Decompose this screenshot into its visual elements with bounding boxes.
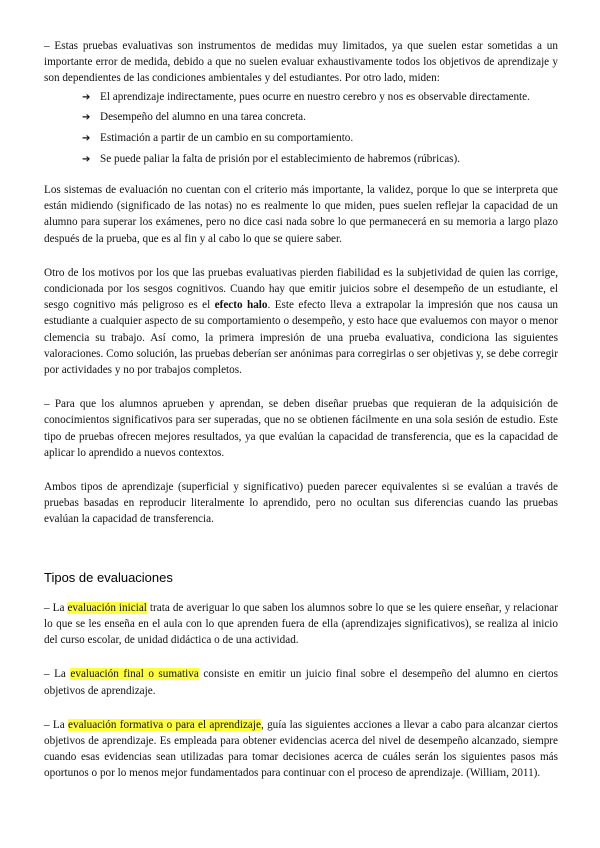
evaluation-type-prefix: – La (44, 718, 69, 731)
validity-paragraph: Los sistemas de evaluación no cuentan con el criterio más importante, la validez, porque lo que se interpreta que están midiendo (significado de las notas) no es realmente lo que miden, pues suelen reflejar la capacidad de un alumno para superar los exámenes, pero no dice casi nada sobre lo que permanecerá en su memoria a largo plazo después de la prueba, que es al fin y al cabo lo que se quiere saber. (44, 183, 558, 245)
evaluation-type-item (44, 600, 558, 649)
section-title: Tipos de evaluaciones (44, 569, 173, 585)
evaluation-type-term: evaluación inicial (67, 601, 147, 614)
list-item (82, 130, 558, 147)
right-arrow-icon: ➔ (82, 112, 91, 124)
list-item-text: Se puede paliar la falta de prisión por el establecimiento de habremos (rúbricas). (100, 152, 461, 165)
learning-types-paragraph: Ambos tipos de aprendizaje (superficial y significativo) pueden parecer equivalentes si se evalúan a través de pruebas basadas en reproducir literalmente lo aprendido, pero no ocultan sus diferencias cuando las pruebas evalúan la capacidad de transferencia. (44, 480, 558, 526)
list-item (82, 151, 558, 168)
evaluation-type-item (44, 666, 558, 698)
halo-paragraph (44, 265, 558, 378)
halo-effect-term: efecto halo (214, 299, 268, 312)
evaluation-type-term: evaluación formativa o para el aprendizaje (68, 718, 261, 731)
list-item (82, 109, 558, 126)
list-item (82, 89, 558, 106)
right-arrow-icon: ➔ (82, 91, 91, 103)
list-item-text: Estimación a partir de un cambio en su comportamiento. (100, 132, 354, 145)
evaluation-type-item (44, 717, 558, 782)
halo-text-before: Otro de los motivos por los que las pruebas evaluativas pierden fiabilidad es la subjetividad de quien las corrige, condicionada por los sesgos cognitivos. Cuando hay que emitir juicios sobre el desempeño de un estudiante, el sesgo cognitivo más peligroso es el (44, 266, 558, 312)
right-arrow-icon: ➔ (82, 133, 91, 145)
right-arrow-icon: ➔ (82, 153, 91, 165)
document-page (44, 38, 558, 782)
list-item-text: Desempeño del alumno en una tarea concreta. (100, 111, 306, 124)
measures-list (44, 89, 558, 168)
halo-text-after: . Este efecto lleva a extrapolar la impresión que nos causa un estudiante a cualquier aspecto de su comportamiento o desempeño, y esto hace que evaluemos con mayor o menor clemencia su trabajo. Así como, la primera impresión de una prueba evaluativa, condiciona las siguientes valoraciones. Como solución, las pruebas deberían ser anónimas para corregirlas o ser objetivas y, se debe corregir por actividades y no por trabajos completos. (44, 299, 559, 376)
list-item-text: El aprendizaje indirectamente, pues ocurre en nuestro cerebro y nos es observable directamente. (100, 90, 530, 103)
evaluation-type-prefix: – La (44, 668, 71, 681)
evaluation-type-description: , guía las siguientes acciones a llevar a cabo para alcanzar ciertos objetivos de aprendizaje. Es empleada para obtener evidencias acerca del nivel de desempeño alcanzado, siempre cuando esas evidencias sean utilizadas para tomar decisiones acerca de cuáles serán los siguientes pasos más oportunos o por lo menos mejor fundamentados para continuar con el proceso de aprendizaje. (William, 2011). (44, 718, 558, 780)
significant-learning-paragraph: – Para que los alumnos aprueben y aprendan, se deben diseñar pruebas que requieran de la adquisición de conocimientos significativos para ser superadas, que no se obtienen fácilmente en una sola sesión de estudio. Este tipo de pruebas ofrecen mejores resultados, ya que evalúan la capacidad de transferencia, que es la capacidad de aplicar lo aprendido a nuevos contextos. (44, 398, 558, 459)
evaluation-type-prefix: – La (44, 601, 68, 614)
evaluation-type-term: evaluación final o sumativa (70, 668, 199, 681)
evaluation-type-description: trata de averiguar lo que saben los alumnos sobre lo que se les quiere enseñar, y relacionar lo que se les enseña en el aula con lo que aprenden fuera de ella (aprendizajes significativos), se realiza al inicio del curso escolar, de unidad didáctica o de una actividad. (44, 601, 558, 647)
evaluation-type-description: consiste en emitir un juicio final sobre el desempeño del alumno en ciertos objetivos de aprendizaje. (44, 668, 558, 697)
intro-paragraph: – Estas pruebas evaluativas son instrumentos de medidas muy limitados, ya que suelen estar sometidas a un importante error de medida, debido a que no suelen evaluar exhaustivamente todos los objetivos de aprendizaje y son dependientes de las condiciones ambientales y del estudiantes. Por otro lado, miden: (44, 40, 558, 85)
